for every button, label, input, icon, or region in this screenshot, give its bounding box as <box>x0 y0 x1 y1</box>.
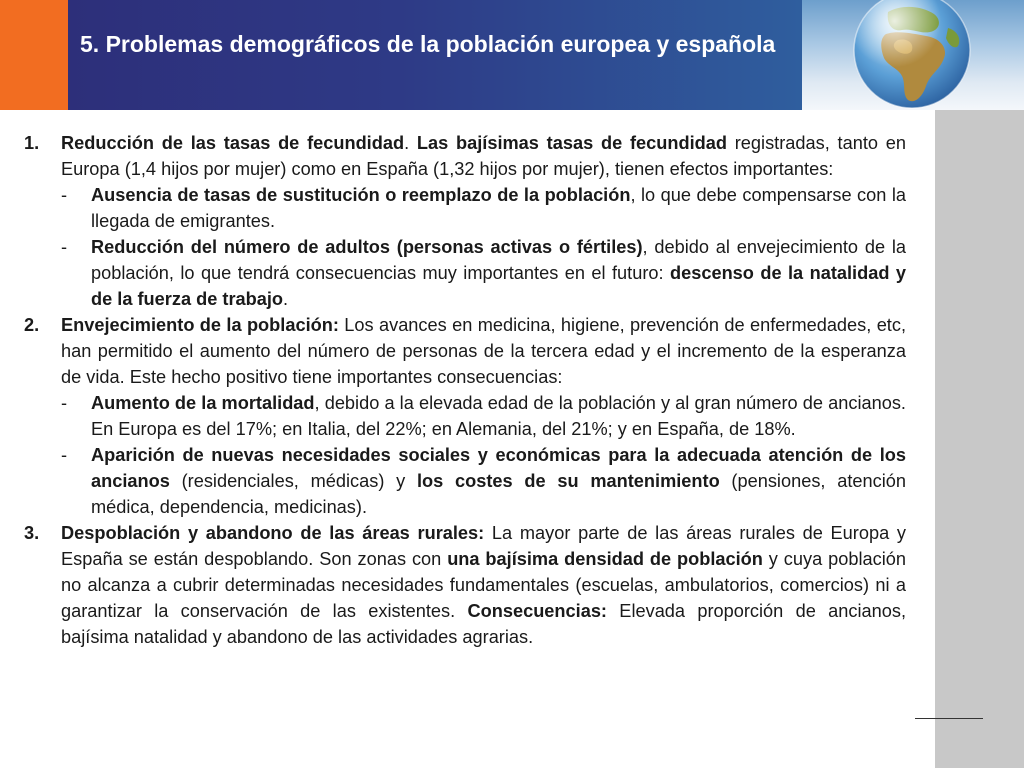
bold-text: Aparición de nuevas necesidades sociales y económicas para la adecuada atención de los ancianos <box>91 445 906 491</box>
bold-text: Reducción de las tasas de fecundidad <box>61 133 405 153</box>
body-text: (pensiones, atención médica, dependencia, medicinas). <box>91 471 906 517</box>
item-number: 2. <box>24 315 40 335</box>
list-item <box>24 130 906 312</box>
dash-bullet: - <box>61 185 68 205</box>
list-item <box>24 520 906 650</box>
body-text: y cuya población no alcanza a cubrir determinadas necesidades fundamentales (escuelas, ambulatorios, comercios) ni a garantizar la conservación de las existentes. <box>61 549 906 621</box>
bold-text: Reducción del número de adultos (personas activas o fértiles) <box>91 237 643 257</box>
sub-item <box>61 442 906 520</box>
body-text: La mayor parte de las áreas rurales de Europa y España se están despoblando. Son zonas con <box>61 523 906 569</box>
slide-header <box>68 0 802 110</box>
sub-paragraph <box>91 182 906 234</box>
body-text: Los avances en medicina, higiene, prevención de enfermedades, etc, han permitido el aumento del número de personas de la tercera edad y el incremento de la esperanza de vida. Este hecho positivo tiene importantes consecuencias: <box>61 315 907 387</box>
bold-text: descenso de la natalidad y de la fuerza de trabajo <box>91 263 906 309</box>
bold-text: Despoblación y abandono de las áreas rurales: <box>61 523 485 543</box>
right-gray-bar <box>935 110 1024 768</box>
sub-paragraph <box>91 234 906 312</box>
body-text: registradas, tanto en Europa (1,4 hijos por mujer) como en España (1,32 hijos por mujer), tienen efectos importantes: <box>61 133 906 179</box>
bold-text: Las bajísimas tasas de fecundidad <box>416 133 727 153</box>
globe-panel <box>802 0 1024 110</box>
bold-text: Ausencia de tasas de sustitución o reemplazo de la población <box>91 185 631 205</box>
item-paragraph <box>61 130 906 182</box>
item-number: 1. <box>24 133 40 153</box>
blank-underline <box>915 704 983 719</box>
list-item <box>24 312 906 520</box>
sub-paragraph <box>91 390 906 442</box>
globe-icon <box>802 0 1024 110</box>
dash-bullet: - <box>61 445 68 465</box>
slide-title: 5. Problemas demográficos de la población europea y española <box>80 31 776 57</box>
dash-bullet: - <box>61 237 68 257</box>
sub-item <box>61 182 906 234</box>
bold-text: Aumento de la mortalidad <box>91 393 315 413</box>
sub-paragraph <box>91 442 906 520</box>
sub-item <box>61 390 906 442</box>
bold-text: una bajísima densidad de población <box>447 549 763 569</box>
item-number: 3. <box>24 523 40 543</box>
body-text: . <box>404 133 417 153</box>
sub-item <box>61 234 906 312</box>
orange-accent-bar <box>0 0 68 110</box>
dash-bullet: - <box>61 393 68 413</box>
bold-text: Envejecimiento de la población: <box>61 315 339 335</box>
bold-text: Consecuencias: <box>467 601 607 621</box>
body-text: (residenciales, médicas) y <box>169 471 417 491</box>
item-paragraph <box>61 520 906 650</box>
item-paragraph <box>61 312 906 390</box>
bold-text: los costes de su mantenimiento <box>416 471 720 491</box>
slide-body <box>24 130 906 650</box>
body-text: Elevada proporción de ancianos, bajísima natalidad y abandono de las actividades agrarias. <box>61 601 906 647</box>
body-text: . <box>283 289 289 309</box>
body-text: , debido al envejecimiento de la población, lo que tendrá consecuencias muy importantes en el futuro: <box>91 237 907 283</box>
body-text: , debido a la elevada edad de la población y al gran número de ancianos. En Europa es del 17%; en Italia, del 22%; en Alemania, del 21%; y en España, de 18%. <box>91 393 906 439</box>
body-text: , lo que debe compensarse con la llegada de emigrantes. <box>91 185 906 231</box>
